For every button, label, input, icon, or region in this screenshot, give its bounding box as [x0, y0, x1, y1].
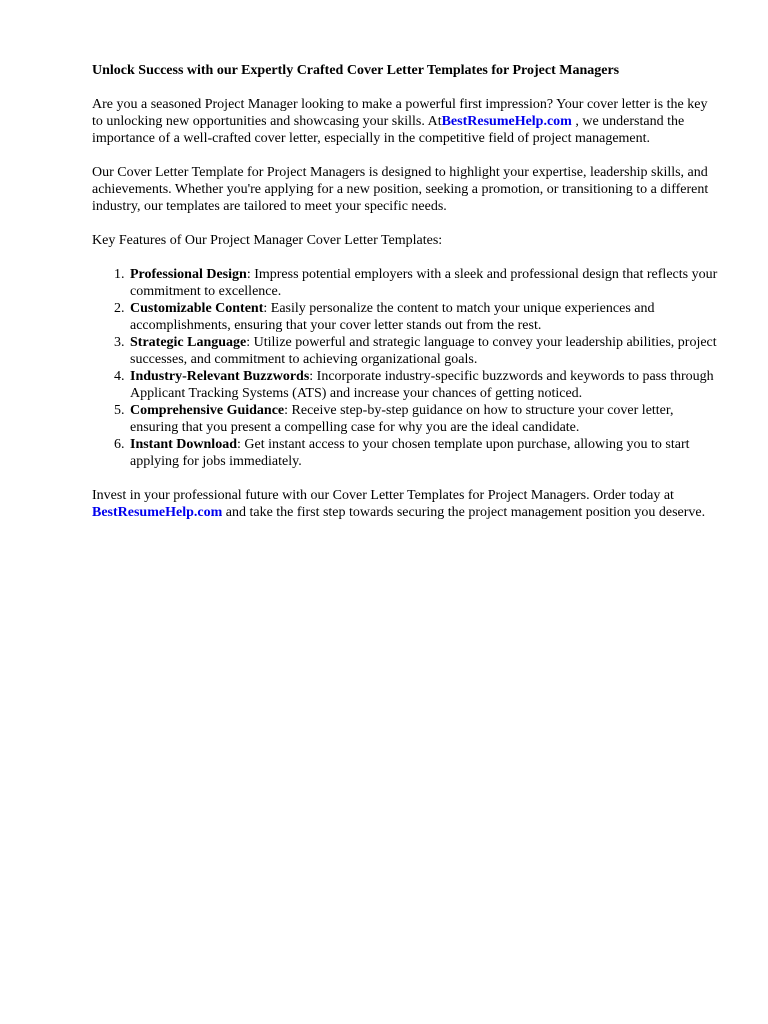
closing-text-after: and take the first step towards securing the project management position you deserve. — [222, 505, 706, 520]
bestresumehelp-link-intro[interactable]: BestResumeHelp.com — [441, 114, 572, 129]
features-heading: Key Features of Our Project Manager Cover Letter Templates: — [92, 233, 443, 248]
closing-paragraph — [92, 487, 718, 521]
overview-paragraph: Our Cover Letter Template for Project Managers is designed to highlight your expertise, leadership skills, and achievements. Whether you're applying for a new position, seeking a promotion, or transitioning to a different industry, our templates are tailored to meet your specific needs. — [92, 165, 709, 214]
feature-description: : Incorporate industry-specific buzzwords and keywords to pass through Applicant Tracking Systems (ATS) and increase your chances of getting noticed. — [130, 369, 714, 401]
intro-text-after: , we understand the importance of a well-crafted cover letter, especially in the competitive field of project management. — [92, 114, 685, 146]
intro-paragraph — [92, 96, 718, 147]
feature-term: Strategic Language — [130, 335, 247, 350]
feature-description: : Receive step-by-step guidance on how to structure your cover letter, ensuring that you present a compelling case for why you are the ideal candidate. — [130, 403, 674, 435]
feature-item-industry-relevant-buzzwords — [128, 368, 718, 402]
feature-description: : Easily personalize the content to match your unique experiences and accomplishments, ensuring that your cover letter stands out from the rest. — [130, 301, 655, 333]
features-list — [92, 266, 718, 470]
feature-term: Comprehensive Guidance — [130, 403, 285, 418]
feature-description: : Utilize powerful and strategic language to convey your leadership abilities, project successes, and commitment to achieving organizational goals. — [130, 335, 717, 367]
intro-text-before: Are you a seasoned Project Manager looking to make a powerful first impression? Your cover letter is the key to unlocking new opportunities and showcasing your skills. At — [92, 97, 708, 129]
bestresumehelp-link-closing[interactable]: BestResumeHelp.com — [92, 505, 223, 520]
feature-term: Industry-Relevant Buzzwords — [130, 369, 310, 384]
feature-item-instant-download — [128, 436, 718, 470]
feature-term: Customizable Content — [130, 301, 264, 316]
document-title: Unlock Success with our Expertly Crafted Cover Letter Templates for Project Managers — [92, 63, 620, 78]
feature-description: : Get instant access to your chosen template upon purchase, allowing you to start applying for jobs immediately. — [130, 437, 690, 469]
feature-description: : Impress potential employers with a sleek and professional design that reflects your commitment to excellence. — [130, 267, 718, 299]
feature-item-strategic-language — [128, 334, 718, 368]
closing-text-before: Invest in your professional future with our Cover Letter Templates for Project Managers. Order today at — [92, 488, 674, 503]
feature-term: Instant Download — [130, 437, 237, 452]
feature-term: Professional Design — [130, 267, 247, 282]
feature-item-comprehensive-guidance — [128, 402, 718, 436]
feature-item-professional-design — [128, 266, 718, 300]
feature-item-customizable-content — [128, 300, 718, 334]
